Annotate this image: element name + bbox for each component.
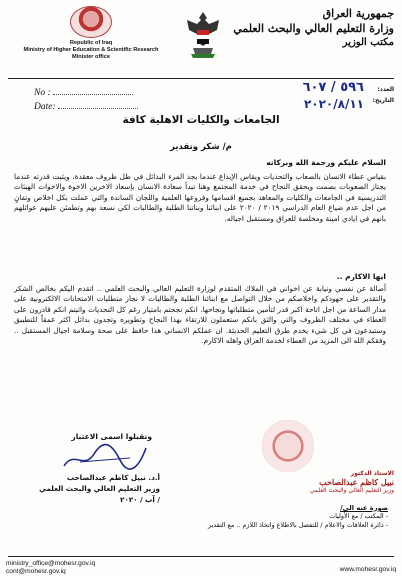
iraq-eagle-emblem-icon xyxy=(183,8,223,62)
ribbon-title: وزير التعليم العالي والبحث العلمي xyxy=(309,487,394,494)
address-line: ايها الاكارم .. xyxy=(336,272,386,281)
ribbon-top: الاستاذ الدكتور xyxy=(350,470,394,477)
closing-line: وتقبلوا اسمى الاعتبار xyxy=(71,432,152,441)
footer-divider xyxy=(8,556,394,557)
header-ministry-en: Ministry of Higher Education & Scientific Research xyxy=(23,47,159,53)
copy-item: - المكتب / مع الأوليات xyxy=(329,512,388,520)
copy-item: - دائرة العلاقات والاعلام / للتفضل بالاطلاع واتخاذ اللازم .. مع التقدير xyxy=(207,521,388,529)
header-divider xyxy=(8,78,394,79)
header-republic-ar: جمهورية العراق xyxy=(322,7,394,20)
greeting: السلام عليكم ورحمة الله وبركاته xyxy=(266,158,386,167)
footer-email-2[interactable]: cont@mohesr.gov.iq xyxy=(6,568,66,575)
signature-block xyxy=(30,472,160,505)
ministry-seal-icon xyxy=(70,6,112,38)
copies-block xyxy=(188,504,388,530)
footer-emails xyxy=(6,560,95,576)
header-office-en: Minister office xyxy=(72,54,110,60)
footer-email-1[interactable]: ministry_office@mohesr.gov.iq xyxy=(6,560,96,567)
signature-date: / آب / ٢٠٢٠ xyxy=(119,495,160,504)
number-label-ar: العدد: xyxy=(377,86,394,93)
header-republic-en: Republic of Iraq xyxy=(69,40,113,46)
date-label-ar: التاريخ: xyxy=(372,97,394,104)
handwritten-date: ٢٠٢٠/٨/١١ xyxy=(303,97,364,111)
copies-title: صورة عنه الى/ xyxy=(340,504,388,512)
reference-no xyxy=(34,86,133,98)
stamp-ribbon xyxy=(268,470,394,494)
date-dots xyxy=(58,100,138,109)
signer-title: وزير التعليم العالي والبحث العلمي xyxy=(39,484,160,493)
body-paragraph-1: بقياس عطاء الانسان بالصعاب والتحديات ويقاس الإبداع عندما يجد المرء البدائل في ظل ظروف معقدة، ويثبت قدرته عندما يجتاز الصعوبات بصمت ويحقق النجاح في خدمة المجتمع وهنا تبدأ سعادة الانسان بإسعاد الاخرين الاخوة والاخوات الهيئات التدريسية في الجامعات والكليات والمعاهد بجميع اقسامها وفروعها العلمية واللجان الساندة والتي عملت بكل اخلاص وتفانٍ من اجل عدم ضياع العام الدراسي ٢٠١٩ / ٢٠٢٠ على ابنائنا وبناتنا الطلبة والطالبات لكي نسعد بهم وتطمئن عليهم عوائلهم بانهم في ايادي امينة ومخلصة للعراق ومستقبل اجياله. xyxy=(14,172,386,223)
handwritten-signature xyxy=(60,440,150,474)
signer-name: أ.د. نبيل كاظم عبدالصاحب xyxy=(66,473,160,482)
no-label: No : xyxy=(34,88,51,98)
ribbon-name: نبيل كاظم عبدالصاحب xyxy=(319,477,394,487)
no-dots xyxy=(53,86,133,95)
arabic-header xyxy=(233,6,394,50)
footer-website[interactable]: www.mohesr.gov.iq xyxy=(339,566,396,573)
date-label: Date: xyxy=(34,102,56,112)
english-header xyxy=(6,6,176,61)
subject-line: م/ شكر وتقدير xyxy=(170,142,232,152)
reference-date xyxy=(34,100,138,112)
header-ministry-ar: وزارة التعليم العالي والبحث العلمي xyxy=(233,22,394,35)
addressee: الجامعات والكليات الاهلية كافة xyxy=(122,114,280,126)
header-office-ar: مكتب الوزير xyxy=(342,37,394,48)
red-official-stamp-icon xyxy=(262,420,314,472)
body-paragraph-2: أصالة عن نفسي ونيابة عن اخواني في الملاك المتقدم لوزارة التعليم العالي والبحث العلمي .. اتقدم اليكم بخالص الشكر والتقدير على جهودكم واخلاصكم من خلال التواصل مع ابنائنا الطلبة والطالبات لا نجاز متطلبات الامتحانات الالكترونية على مدار الساعة من اجل اتاحة اكبر قدر لتأمين متطلباتها ونجاحها. انكم نجحتم بامتياز رغم كل التحديات واثبتم انكم قادرون على العطاء في مختلف الظروف والتي والثق بانكم ستعملون للارتقاء بهذا النجاح وتطويره وتجدون بدائل اكثر عمقاً للتطبيق وستبدعون في كل شيء يخدم طرق التعليم الحديثة. ان عملكم الانساني هذا حافظ على صحة وسلامة اجيال المستقبل .. وفقكم الله الى المزيد من العطاء لخدمة العراق واهله الاكارم. xyxy=(14,284,386,346)
handwritten-number: ٥٩٦ / ٦٠٧ xyxy=(302,80,364,95)
